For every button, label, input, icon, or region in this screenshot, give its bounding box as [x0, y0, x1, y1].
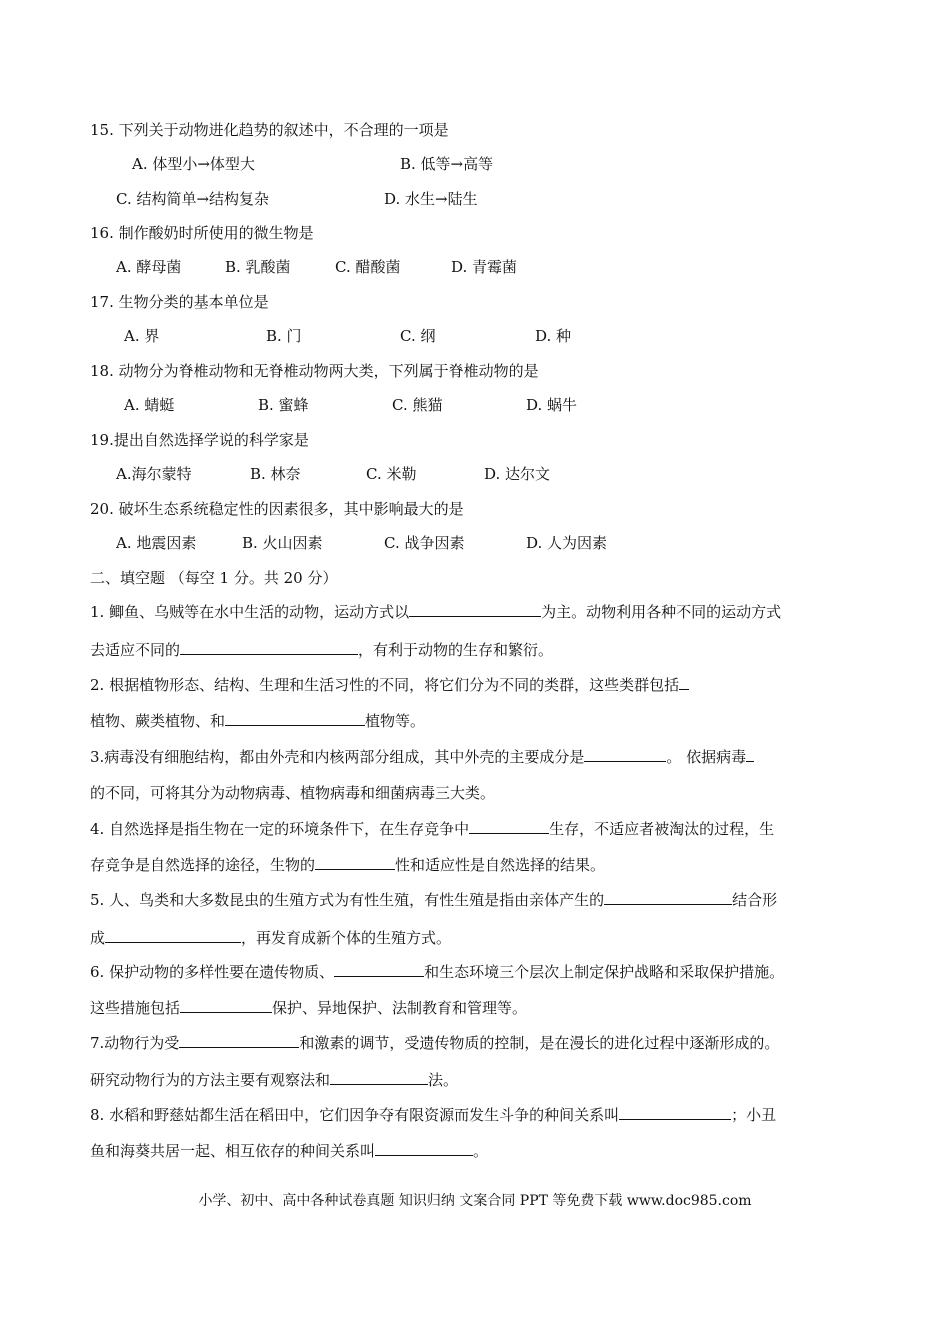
answer-blank[interactable] [619, 1105, 731, 1120]
fill-8-line-1: 8. 水稻和野慈姑都生活在稻田中，它们因争夺有限资源而发生斗争的种间关系叫 ；小丑 [90, 1106, 777, 1124]
section-2-heading: 二、填空题 （每空 1 分。共 20 分） [90, 569, 338, 587]
answer-blank[interactable] [315, 855, 395, 870]
answer-blank[interactable] [180, 640, 358, 655]
question-19-stem: 19.提出自然选择学说的科学家是 [90, 431, 309, 449]
fill-5-line-1: 5. 人、鸟类和大多数昆虫的生殖方式为有性生殖，有性生殖是指由亲体产生的 结合形 [90, 891, 778, 909]
answer-blank[interactable] [746, 747, 754, 762]
answer-blank[interactable] [179, 1033, 299, 1048]
question-16-stem: 16. 制作酸奶时所使用的微生物是 [90, 224, 314, 242]
q18-option-b: B. 蜜蜂 [258, 396, 309, 414]
answer-blank[interactable] [105, 928, 241, 943]
q19-option-b: B. 林奈 [250, 465, 301, 483]
fill-2-line-2: 植物、蕨类植物、和 植物等。 [90, 712, 426, 730]
answer-blank[interactable] [584, 747, 666, 762]
fill-2-line-1: 2. 根据植物形态、结构、生理和生活习性的不同，将它们分为不同的类群，这些类群包括 [90, 675, 870, 695]
answer-blank[interactable] [469, 819, 549, 834]
q17-option-b: B. 门 [266, 327, 302, 345]
q18-option-d: D. 蜗牛 [526, 396, 578, 414]
answer-blank[interactable] [330, 1070, 428, 1085]
q15-option-d: D. 水生→陆生 [384, 190, 478, 208]
fill-1-line-2: 去适应不同的 ，有利于动物的生存和繁衍。 [90, 641, 554, 659]
fill-7-line-2: 研究动物行为的方法主要有观察法和 法。 [90, 1071, 459, 1089]
answer-blank[interactable] [334, 962, 424, 977]
q19-option-d: D. 达尔文 [484, 465, 551, 483]
q16-option-c: C. 醋酸菌 [335, 258, 401, 276]
answer-blank[interactable] [375, 1141, 473, 1156]
q20-option-a: A. 地震因素 [116, 534, 197, 552]
answer-blank[interactable] [679, 675, 689, 690]
q16-option-a: A. 酵母菌 [116, 258, 182, 276]
q20-option-d: D. 人为因素 [526, 534, 608, 552]
fill-4-line-2: 存竞争是自然选择的途径，生物的 性和适应性是自然选择的结果。 [90, 856, 606, 874]
q17-option-a: A. 界 [124, 327, 160, 345]
question-20-stem: 20. 破坏生态系统稳定性的因素很多，其中影响最大的是 [90, 500, 464, 518]
q19-option-a: A.海尔蒙特 [116, 465, 192, 483]
q17-option-c: C. 纲 [400, 327, 436, 345]
question-18-stem: 18. 动物分为脊椎动物和无脊椎动物两大类，下列属于脊椎动物的是 [90, 362, 539, 380]
fill-3-line-1: 3.病毒没有细胞结构，都由外壳和内核两部分组成，其中外壳的主要成分是 。 依据病毒 [90, 747, 870, 767]
q15-option-c: C. 结构简单→结构复杂 [116, 190, 270, 208]
q19-option-c: C. 米勒 [366, 465, 417, 483]
answer-blank[interactable] [604, 890, 732, 905]
answer-blank[interactable] [225, 711, 365, 726]
fill-8-line-2: 鱼和海葵共居一起、相互依存的种间关系叫 。 [90, 1142, 489, 1160]
fill-6-line-2: 这些措施包括 保护、异地保护、法制教育和管理等。 [90, 999, 528, 1017]
q16-option-d: D. 青霉菌 [451, 258, 518, 276]
page-footer: 小学、初中、高中各种试卷真题 知识归纳 文案合同 PPT 等免费下载 www.doc985.com [198, 1193, 752, 1209]
question-15-stem: 15. 下列关于动物进化趋势的叙述中，不合理的一项是 [90, 121, 449, 139]
q16-option-b: B. 乳酸菌 [225, 258, 291, 276]
fill-6-line-1: 6. 保护动物的多样性要在遗传物质、 和生态环境三个层次上制定保护战略和采取保护措施。 [90, 963, 785, 981]
q15-option-a: A. 体型小→体型大 [132, 155, 255, 173]
fill-5-line-2: 成 ，再发育成新个体的生殖方式。 [90, 929, 452, 947]
question-17-stem: 17. 生物分类的基本单位是 [90, 293, 269, 311]
fill-4-line-1: 4. 自然选择是指生物在一定的环境条件下，在生存竞争中 生存，不适应者被淘汰的过程，生 [90, 820, 775, 838]
answer-blank[interactable] [180, 998, 272, 1013]
answer-blank[interactable] [409, 602, 541, 617]
q17-option-d: D. 种 [535, 327, 572, 345]
q20-option-b: B. 火山因素 [242, 534, 323, 552]
fill-1-line-1: 1. 鲫鱼、乌贼等在水中生活的动物，运动方式以 为主。动物利用各种不同的运动方式 [90, 603, 782, 621]
q18-option-a: A. 蜻蜓 [124, 396, 175, 414]
fill-3-line-2: 的不同，可将其分为动物病毒、植物病毒和细菌病毒三大类。 [90, 784, 496, 802]
q15-option-b: B. 低等→高等 [400, 155, 494, 173]
fill-7-line-1: 7.动物行为受 和激素的调节，受遗传物质的控制，是在漫长的进化过程中逐渐形成的。 [90, 1034, 780, 1052]
q18-option-c: C. 熊猫 [392, 396, 443, 414]
q20-option-c: C. 战争因素 [384, 534, 465, 552]
